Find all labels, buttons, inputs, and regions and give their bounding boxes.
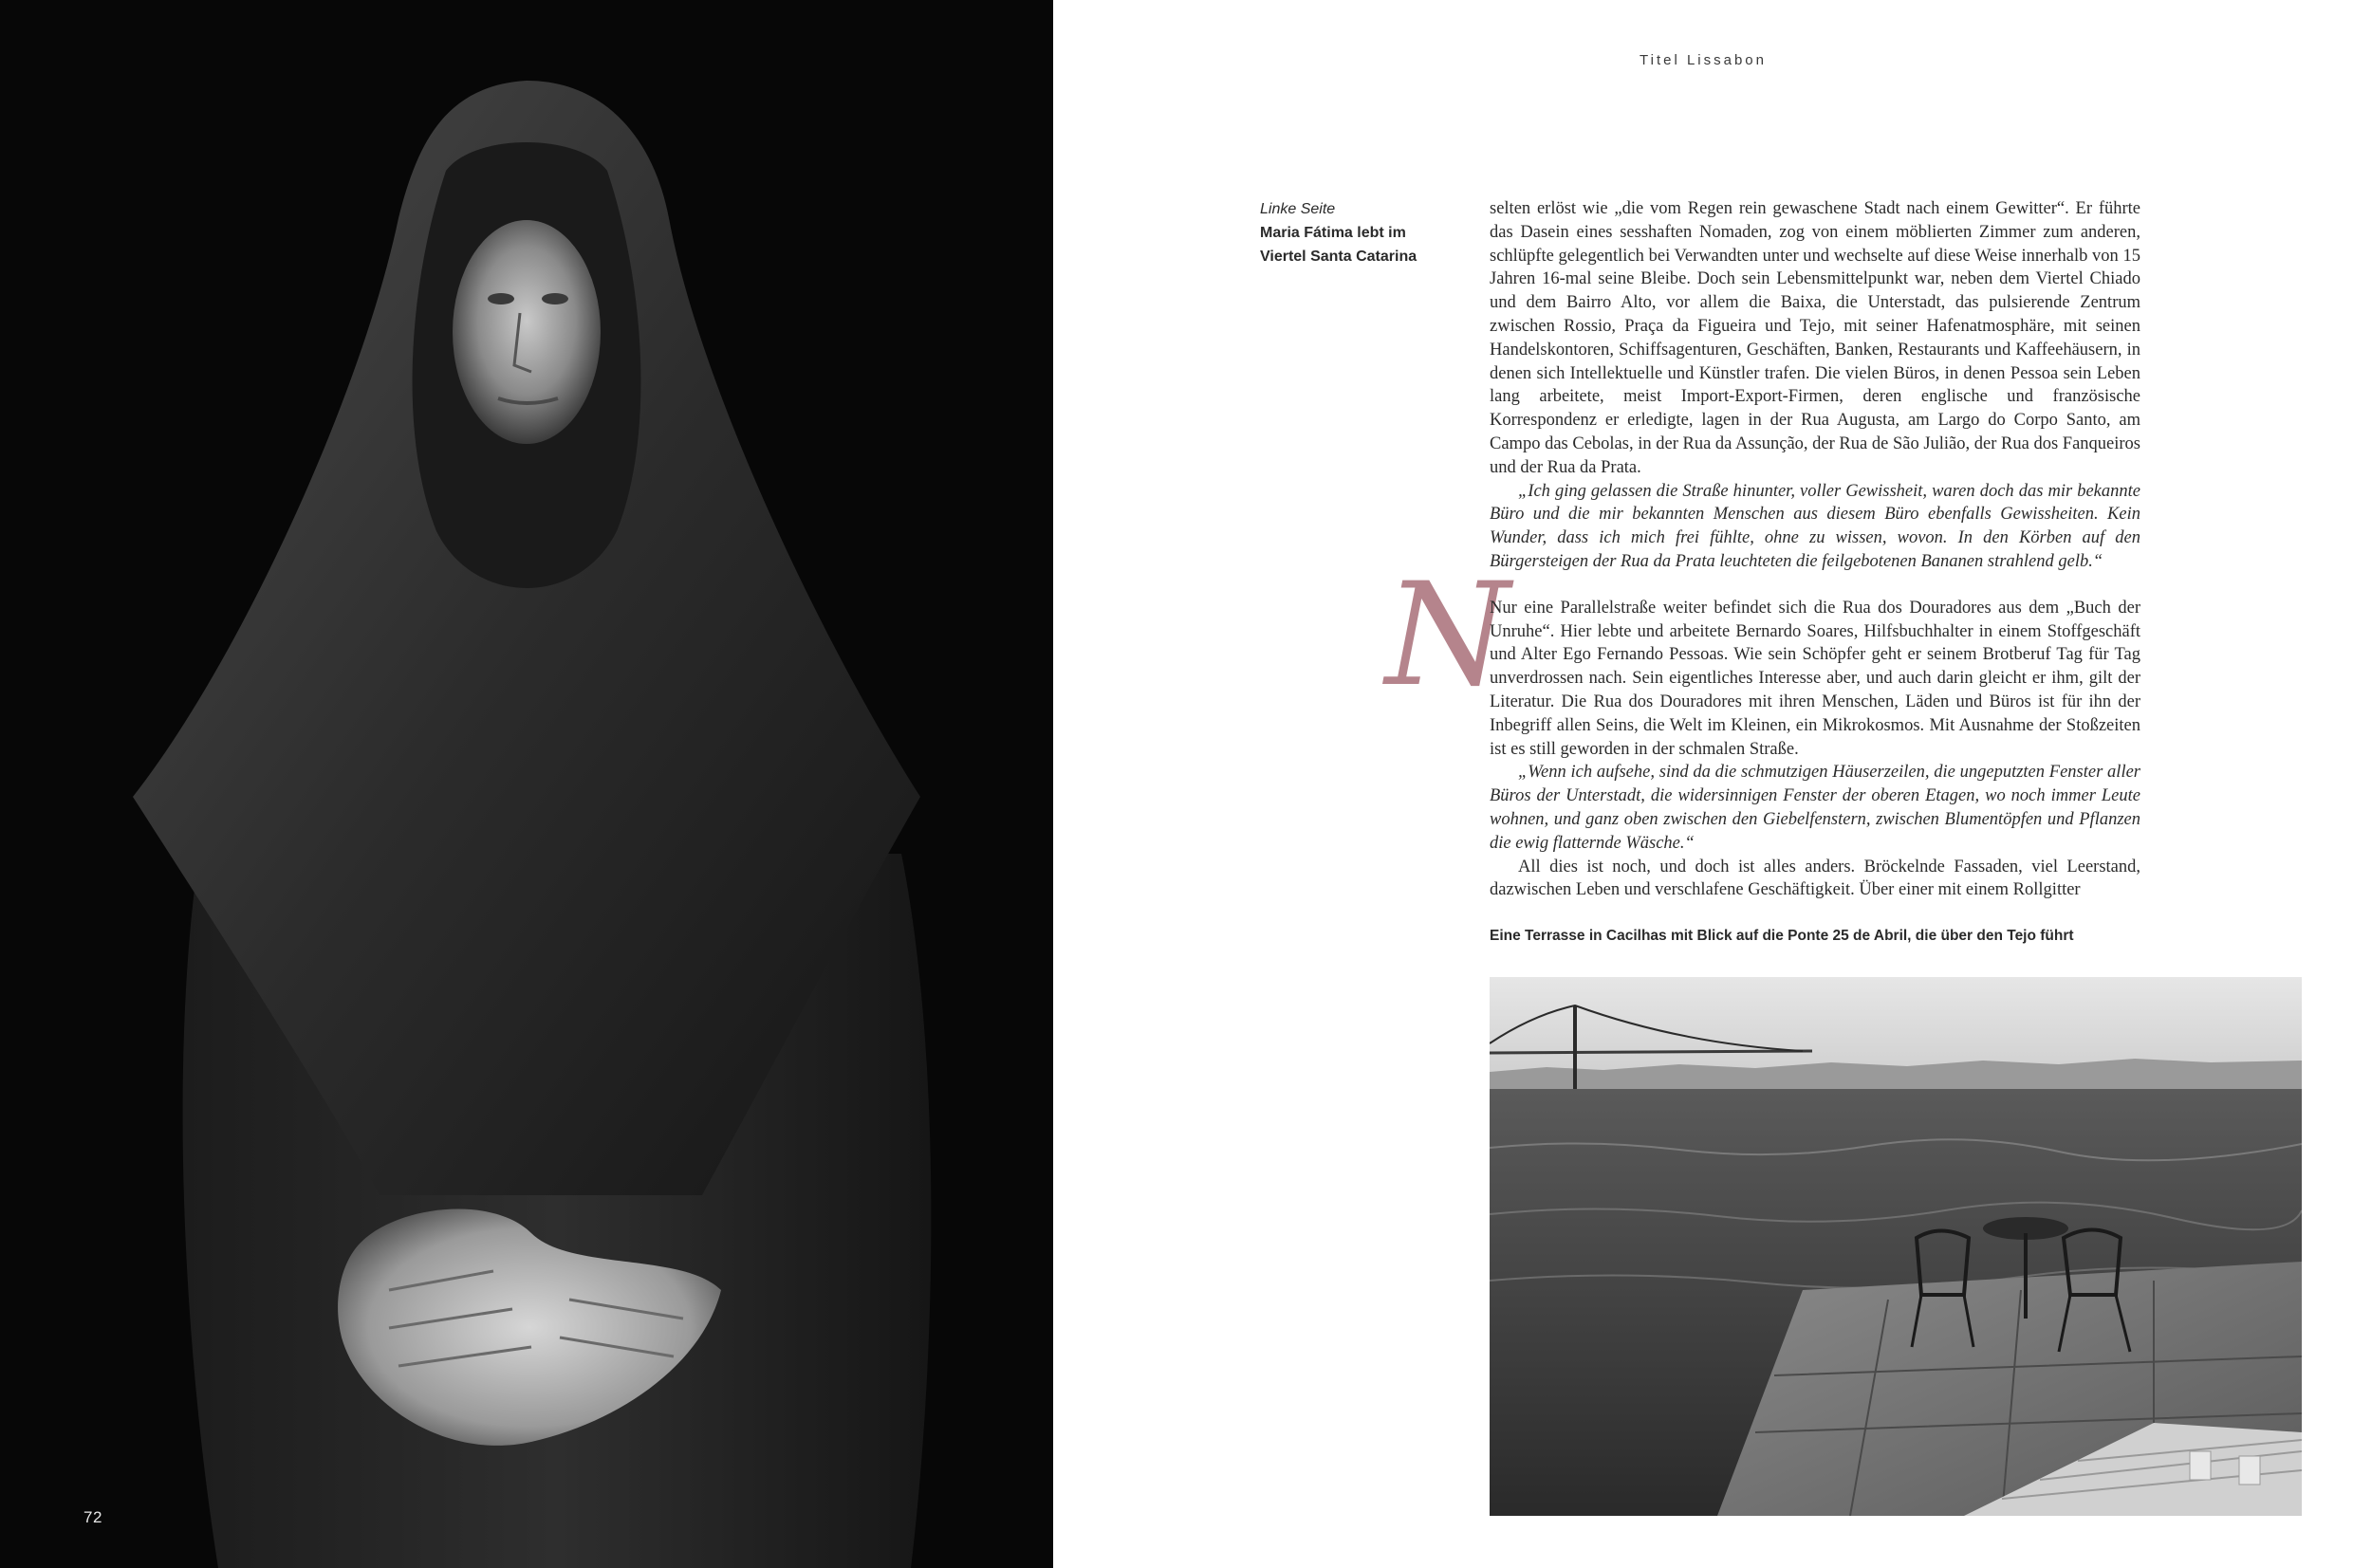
quote-2: „Wenn ich aufsehe, sind da die schmutzigen Häuserzeilen, die ungeputzten Fenster aller Büros der Unterstadt, die widersinnigen Fenster der oberen Etagen, wo noch immer Leute wohnen, und ganz oben zwischen den Giebelfenstern, zwischen Blumentöpfen und Pflanzen die ewig flatternde Wäsche.“ — [1490, 763, 2140, 853]
paragraph-3: All dies ist noch, und doch ist alles anders. Bröckelnde Fassaden, viel Leerstand, dazwischen Leben und verschlafene Geschäftigkeit. Über einer mit einem Rollgitter — [1490, 857, 2140, 900]
side-caption-lead: Linke Seite — [1260, 201, 1336, 217]
right-page — [1053, 0, 2353, 1568]
bridge-photo — [1490, 977, 2302, 1516]
paragraph-2: Nur eine Parallelstraße weiter befindet sich die Rua dos Douradores aus dem „Buch der Unruhe“. Hier lebte und arbeitete Bernardo Soares, Hilfsbuchhalter in einem Stoffgeschäft und Alter Ego Fernando Pessoas. Wie sein Schöpfer geht er seinem Brotberuf Tag für Tag unverdrossen nach. Sein eigentliches Interesse aber, und auch darin gleicht er ihm, gilt der Literatur. Die Rua dos Douradores mit ihren Menschen, Läden und Büros ist für ihn der Inbegriff allen Seins, die Welt im Kleinen, ein Mikrokosmos. Mit Ausnahme der Stoßzeiten ist es still geworden in der schmalen Straße. — [1490, 598, 2140, 759]
article-body — [1490, 197, 2140, 902]
quote-1: „Ich ging gelassen die Straße hinunter, voller Gewissheit, waren doch das mir bekannte Büro und die mir bekannten Menschen aus diesem Büro ebenfalls Gewissheiten. Kein Wunder, dass ich mich frei fühlte, ohne zu wissen, wovon. In den Körben auf den Bürgersteigen der Rua da Prata leuchteten die feilgebotenen Bananen strahlend gelb.“ — [1490, 481, 2140, 571]
running-head: Titel Lissabon — [1640, 52, 1767, 68]
drop-cap-letter: N — [1385, 553, 1510, 718]
side-caption-text: Maria Fátima lebt im Viertel Santa Catarina — [1260, 225, 1417, 265]
page-number-left: 72 — [83, 1508, 102, 1526]
bridge-photo-svg — [1490, 977, 2302, 1516]
paragraph-1: selten erlöst wie „die vom Regen rein gewaschene Stadt nach einem Gewitter“. Er führte das Dasein eines sesshaften Nomaden, zog von einem möblierten Zimmer zum anderen, schlüpfte gelegentlich bei Verwandten unter und wechselte auf diese Weise innerhalb von 15 Jahren 16-mal seine Bleibe. Doch sein Lebensmittelpunkt war, neben dem Viertel Chiado und dem Bairro Alto, vor allem die Baixa, die Unterstadt, das pulsierende Zentrum zwischen Rossio, Praça da Figueira und Tejo, mit seiner Hafenatmosphäre, mit seinen Handelskontoren, Schiffsagenturen, Geschäften, Banken, Restaurants und Kaffeehäusern, in denen sich Intellektuelle und Künstler trafen. Die vielen Büros, in denen Pessoa sein Leben lang arbeitete, meist Import-Export-Firmen, deren englische und französische Korrespondenz er erledigte, lagen in der Rua Augusta, am Largo do Corpo Santo, am Campo das Cebolas, in der Rua da Assunção, der Rua de São Julião, der Rua dos Fanqueiros und der Rua da Prata. — [1490, 199, 2140, 477]
photo-caption: Eine Terrasse in Cacilhas mit Blick auf die Ponte 25 de Abril, die über den Tejo führt — [1490, 928, 2074, 944]
side-caption — [1260, 197, 1440, 268]
portrait-photo — [0, 0, 1053, 1568]
left-page — [0, 0, 1053, 1568]
